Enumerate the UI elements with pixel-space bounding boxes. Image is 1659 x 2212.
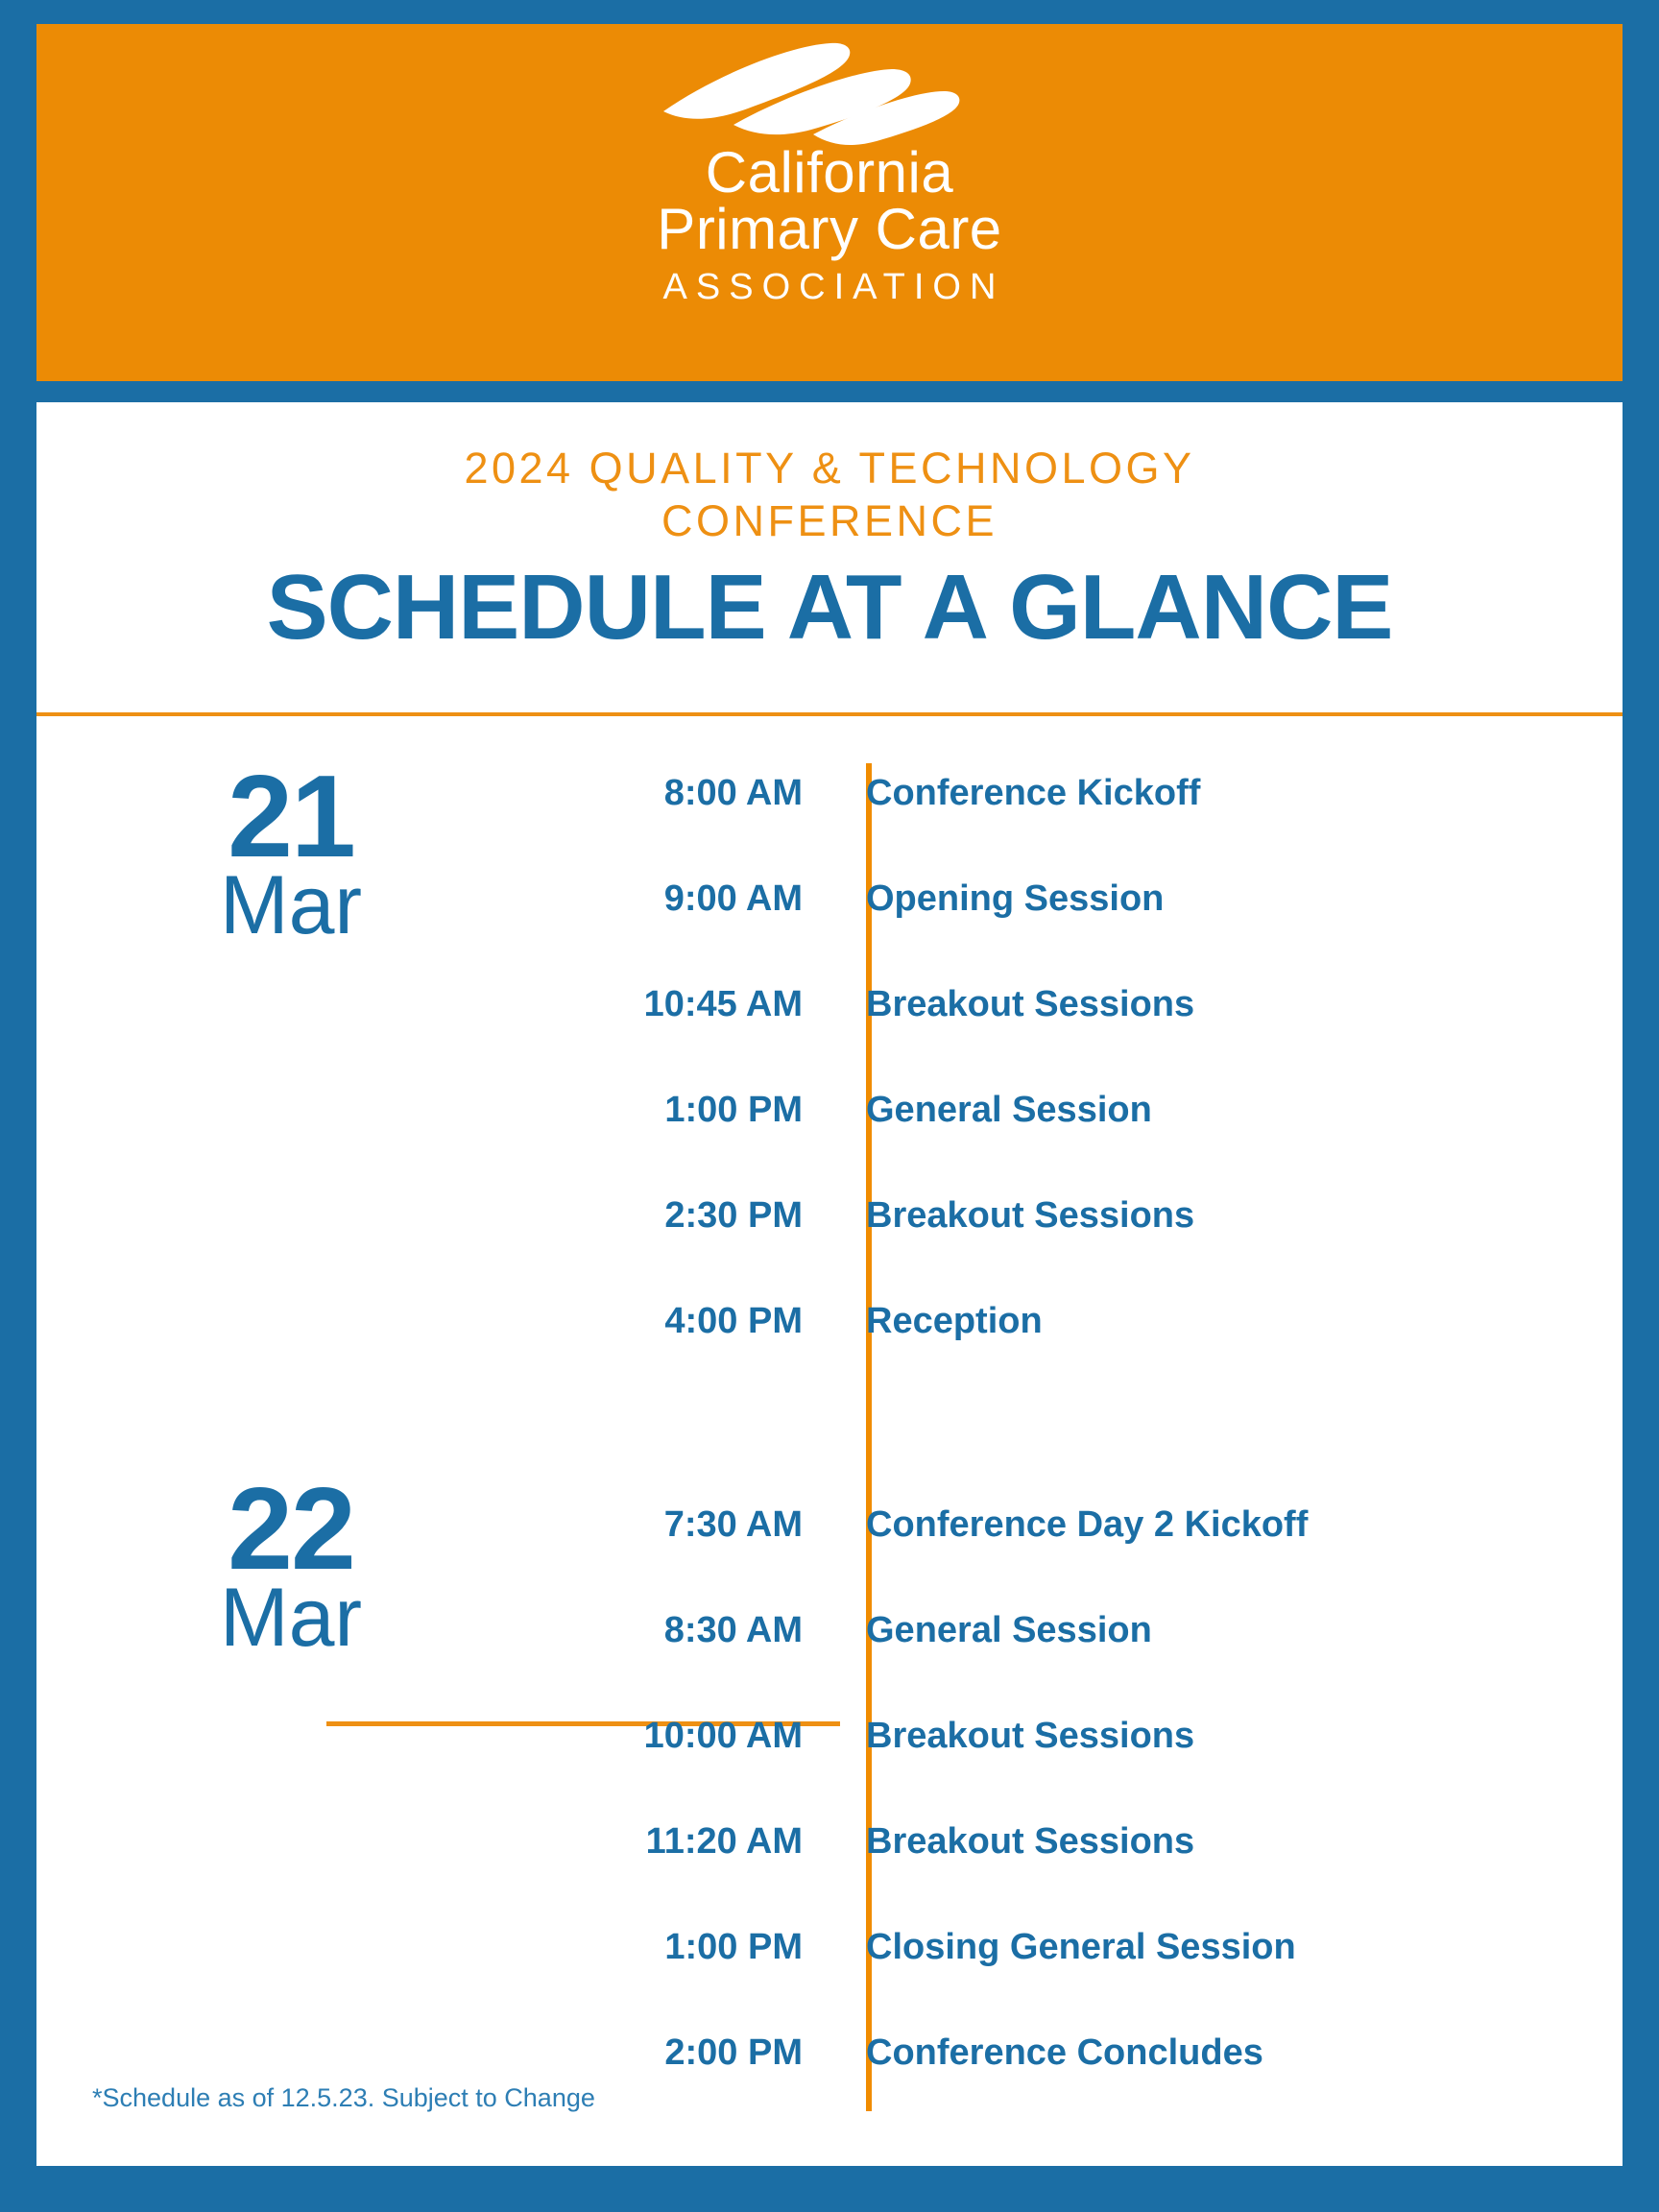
- day-1-rows: [36, 729, 1623, 1374]
- day-block-2: [36, 1463, 1623, 2105]
- schedule-row[interactable]: [36, 846, 1623, 951]
- day-2-date-month: Mar: [219, 1571, 363, 1664]
- brand-header: [36, 24, 1623, 381]
- page-title: SCHEDULE AT A GLANCE: [266, 555, 1393, 659]
- schedule-row[interactable]: [36, 1789, 1623, 1894]
- eyebrow-line-1: 2024 QUALITY & TECHNOLOGY: [464, 444, 1195, 493]
- schedule-card: [36, 402, 1623, 2166]
- row-time: 10:45 AM: [643, 983, 803, 1024]
- schedule-row[interactable]: [36, 1057, 1623, 1163]
- schedule-row[interactable]: [36, 1163, 1623, 1268]
- day-1-date-number: 21: [228, 751, 354, 881]
- row-time: 1:00 PM: [664, 1089, 803, 1130]
- row-label: Closing General Session: [866, 1926, 1296, 1967]
- day-2-rows: [36, 1463, 1623, 2105]
- row-label: Conference Kickoff: [866, 772, 1201, 813]
- day-2-date-number: 22: [228, 1463, 354, 1594]
- row-label: Breakout Sessions: [866, 1820, 1195, 1862]
- title-divider: [36, 712, 1623, 716]
- brand-name-line-1: California: [705, 140, 954, 204]
- day-block-1: [36, 729, 1623, 1374]
- row-label: General Session: [866, 1089, 1152, 1130]
- schedule-row[interactable]: [36, 1268, 1623, 1374]
- row-time: 1:00 PM: [664, 1926, 803, 1967]
- row-label: Opening Session: [866, 878, 1165, 919]
- row-label: Conference Day 2 Kickoff: [866, 1503, 1309, 1545]
- eyebrow-line-2: CONFERENCE: [661, 495, 998, 545]
- day-1-date-month: Mar: [219, 858, 363, 951]
- row-time: 11:20 AM: [645, 1820, 803, 1862]
- row-label: Reception: [866, 1300, 1043, 1341]
- row-time: 4:00 PM: [664, 1300, 803, 1341]
- row-time: 8:30 AM: [663, 1609, 803, 1650]
- schedule-row[interactable]: [36, 951, 1623, 1057]
- row-time: 2:30 PM: [664, 1194, 803, 1236]
- schedule-row[interactable]: [36, 1894, 1623, 2000]
- conference-eyebrow: [301, 443, 1358, 548]
- schedule-row[interactable]: [36, 740, 1623, 846]
- schedule-row[interactable]: [36, 1571, 1623, 1683]
- row-time: 2:00 PM: [664, 2032, 803, 2073]
- brand-name-line-2: Primary Care: [657, 196, 1002, 261]
- schedule-row[interactable]: [36, 1463, 1623, 1594]
- row-time: 9:00 AM: [663, 878, 803, 919]
- title-block: [36, 402, 1623, 659]
- row-label: Breakout Sessions: [866, 1194, 1195, 1236]
- schedule-row[interactable]: [36, 1683, 1623, 1789]
- cpca-swoosh-logo-icon: [604, 41, 1055, 147]
- row-label: General Session: [866, 1609, 1152, 1650]
- brand-wordmark: [655, 140, 1005, 307]
- schedule-region: [36, 729, 1623, 2105]
- row-label: Breakout Sessions: [866, 1715, 1195, 1756]
- row-time: 10:00 AM: [643, 1715, 803, 1756]
- row-time: 8:00 AM: [663, 772, 803, 813]
- row-label: Breakout Sessions: [866, 983, 1195, 1024]
- row-time: 7:30 AM: [663, 1503, 803, 1545]
- schedule-footnote: *Schedule as of 12.5.23. Subject to Change: [92, 2083, 595, 2112]
- brand-name-line-3: ASSOCIATION: [662, 266, 1005, 307]
- row-label: Conference Concludes: [866, 2032, 1263, 2073]
